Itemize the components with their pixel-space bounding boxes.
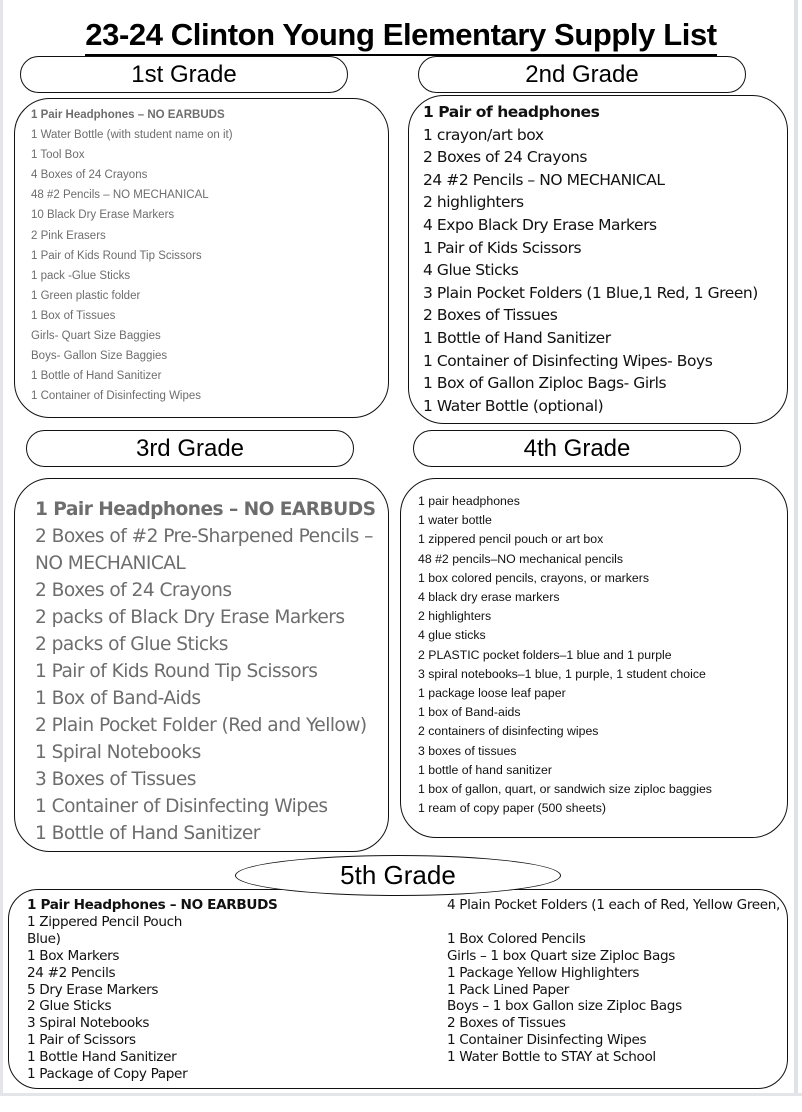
grade-heading-label: 1st Grade	[131, 60, 237, 88]
supply-item: 2 Boxes of 24 Crayons	[423, 148, 587, 167]
supply-item: 1 Pair of Scissors	[27, 1032, 136, 1049]
supply-item: 4 Glue Sticks	[423, 261, 519, 280]
supply-item: 1 box of Band-aids	[418, 705, 521, 720]
supply-item: NO MECHANICAL	[35, 553, 186, 574]
supply-item: 1 Box of Gallon Ziploc Bags- Girls	[423, 374, 667, 393]
supply-item: Boys- Gallon Size Baggies	[31, 350, 168, 363]
supply-item: 48 #2 Pencils – NO MECHANICAL	[31, 189, 209, 202]
supply-item: Boys – 1 box Gallon size Ziploc Bags	[447, 998, 682, 1015]
supply-item: 1 Pair Headphones – NO EARBUDS	[35, 499, 376, 520]
supply-item: 1 package loose leaf paper	[418, 686, 566, 701]
supply-item: 1 Container of Disinfecting Wipes- Boys	[423, 351, 713, 370]
supply-item: 3 Spiral Notebooks	[27, 1015, 150, 1032]
supply-item: 2 Boxes of Tissues	[447, 1015, 566, 1032]
supply-list-3rd-grade	[35, 496, 375, 847]
supply-item: 1 Pair of Kids Round Tip Scissors	[31, 249, 202, 262]
supply-list-4th-grade	[418, 492, 712, 818]
supply-item: 1 pair headphones	[418, 494, 520, 508]
supply-item: 1 Pair of Kids Round Tip Scissors	[35, 661, 318, 682]
supply-item: 1 Container of Disinfecting Wipes	[35, 796, 328, 817]
supply-item: 1 Zippered Pencil Pouch	[27, 913, 183, 930]
grade-heading-4th	[413, 430, 741, 467]
supply-item: 2 Boxes of 24 Crayons	[35, 580, 232, 601]
supply-list-5th-grade-right	[447, 897, 780, 1066]
supply-item: Blue)	[27, 930, 61, 947]
supply-box-3rd-grade	[14, 478, 389, 852]
supply-item: 1 Package Yellow Highlighters	[447, 964, 640, 981]
page-title-text: 23-24 Clinton Young Elementary Supply List	[85, 17, 716, 56]
supply-item: 10 Black Dry Erase Markers	[31, 209, 175, 222]
supply-item: 1 water bottle	[418, 513, 492, 528]
supply-list-1st-grade	[31, 105, 233, 406]
supply-item: 1 Bottle of Hand Sanitizer	[423, 328, 611, 347]
supply-item: 2 packs of Black Dry Erase Markers	[35, 607, 345, 628]
supply-item: 1 Box Colored Pencils	[447, 930, 586, 947]
supply-item: 1 Box Markers	[27, 947, 120, 964]
supply-item: 2 Plain Pocket Folder (Red and Yellow)	[35, 715, 367, 736]
supply-item: 2 Boxes of Tissues	[423, 306, 558, 325]
grade-heading-2nd	[418, 56, 746, 93]
page-edge-left	[0, 0, 3, 1095]
grade-heading-5th	[235, 855, 561, 896]
supply-item: 1 crayon/art box	[423, 125, 544, 144]
supply-item: 1 Water Bottle (optional)	[423, 396, 604, 415]
grade-heading-label: 5th Grade	[340, 860, 456, 890]
supply-list-2nd-grade	[423, 101, 758, 417]
supply-item: 4 black dry erase markers	[418, 590, 560, 605]
supply-item: 48 #2 pencils–NO mechanical pencils	[418, 551, 624, 566]
supply-item	[447, 914, 780, 931]
supply-item: 2 containers of disinfecting wipes	[418, 724, 599, 739]
supply-box-2nd-grade	[408, 95, 788, 424]
supply-box-5th-grade	[8, 889, 788, 1089]
supply-item: Girls – 1 box Quart size Ziploc Bags	[447, 947, 675, 964]
supply-item: 1 Pair of Kids Scissors	[423, 238, 582, 257]
supply-item: 1 Bottle Hand Sanitizer	[27, 1049, 177, 1066]
supply-item: 1 Container Disinfecting Wipes	[447, 1032, 647, 1049]
supply-item: 2 PLASTIC pocket folders–1 blue and 1 purple	[418, 647, 672, 662]
supply-item: 2 Pink Erasers	[31, 229, 106, 242]
supply-item: 1 zippered pencil pouch or art box	[418, 532, 604, 547]
supply-item: 1 Tool Box	[31, 149, 85, 162]
supply-box-1st-grade	[14, 98, 389, 418]
supply-item: 24 #2 Pencils – NO MECHANICAL	[423, 170, 665, 189]
supply-item: 3 spiral notebooks–1 blue, 1 purple, 1 student choice	[418, 666, 706, 681]
supply-item: 1 Bottle of Hand Sanitizer	[35, 823, 260, 844]
supply-box-4th-grade	[400, 478, 788, 838]
supply-item: 2 highlighters	[418, 609, 492, 624]
supply-item: 4 Plain Pocket Folders (1 each of Red, Yellow Green,	[447, 897, 781, 913]
supply-item: 2 Boxes of #2 Pre-Sharpened Pencils –	[35, 526, 373, 547]
supply-item: 1 bottle of hand sanitizer	[418, 762, 552, 777]
supply-item: 1 Pack Lined Paper	[447, 981, 570, 998]
page-edge-right	[794, 0, 798, 1095]
supply-item: 2 highlighters	[423, 193, 524, 212]
supply-item: 1 Pair of headphones	[423, 103, 600, 121]
supply-item: 5 Dry Erase Markers	[27, 981, 159, 998]
supply-item: 24 #2 Pencils	[27, 964, 116, 981]
supply-item: 1 Box of Band-Aids	[35, 688, 201, 709]
supply-item: 1 Pair Headphones – NO EARBUDS	[31, 109, 225, 121]
supply-item: 3 Plain Pocket Folders (1 Blue,1 Red, 1 Green)	[423, 283, 758, 302]
supply-item: 1 Box of Tissues	[31, 309, 116, 322]
grade-heading-label: 2nd Grade	[525, 60, 639, 88]
supply-item: 1 ream of copy paper (500 sheets)	[418, 801, 606, 816]
supply-item: 4 Expo Black Dry Erase Markers	[423, 215, 657, 234]
supply-item: 4 Boxes of 24 Crayons	[31, 169, 148, 182]
supply-item: 1 Container of Disinfecting Wipes	[31, 390, 202, 403]
supply-item: 1 Pair Headphones – NO EARBUDS	[27, 897, 278, 913]
supply-item: Girls- Quart Size Baggies	[31, 330, 161, 343]
supply-item: 2 Glue Sticks	[27, 998, 112, 1015]
grade-heading-3rd	[26, 430, 354, 467]
supply-item: 1 box colored pencils, crayons, or markers	[418, 570, 650, 585]
supply-item: 1 box of gallon, quart, or sandwich size ziploc baggies	[418, 782, 712, 797]
supply-item: 1 Green plastic folder	[31, 289, 141, 302]
supply-item: 3 boxes of tissues	[418, 743, 517, 758]
supply-item: 2 packs of Glue Sticks	[35, 634, 228, 655]
supply-item: 1 Bottle of Hand Sanitizer	[31, 370, 162, 383]
supply-item: 3 Boxes of Tissues	[35, 769, 196, 790]
supply-item: 1 Water Bottle (with student name on it)	[31, 129, 233, 142]
supply-item: 1 Package of Copy Paper	[27, 1066, 188, 1083]
page-edge-bottom	[0, 1093, 802, 1096]
grade-heading-label: 4th Grade	[523, 434, 631, 462]
grade-heading-1st	[20, 56, 348, 93]
supply-item: 1 Water Bottle to STAY at School	[447, 1049, 656, 1066]
supply-list-5th-grade-left	[27, 897, 277, 1083]
page-title	[0, 17, 802, 56]
grade-heading-label: 3rd Grade	[135, 434, 245, 462]
supply-item: 4 glue sticks	[418, 628, 486, 643]
supply-item: 1 pack -Glue Sticks	[31, 269, 131, 282]
supply-item: 1 Spiral Notebooks	[35, 742, 201, 763]
